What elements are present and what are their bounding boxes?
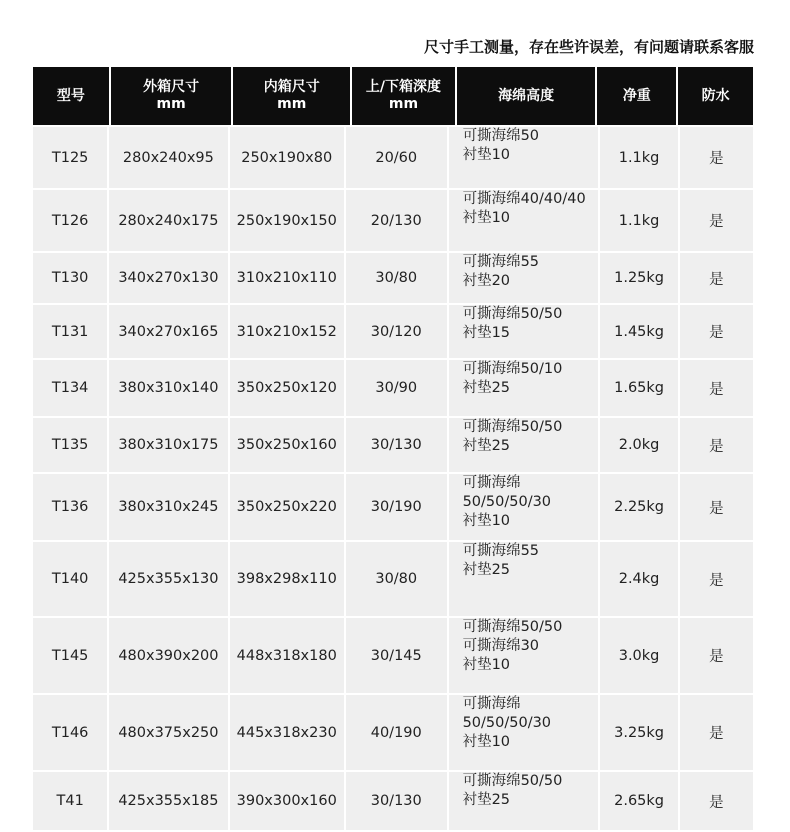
table-row (33, 695, 753, 770)
foam-line: 可撕海绵50/50 (462, 419, 563, 435)
cell-depth: 40/190 (346, 695, 447, 770)
header-model-label: 型号 (56, 87, 85, 104)
cell-inner-size: 250x190x80 (230, 127, 344, 188)
foam-line: 50/50/50/30 (462, 494, 552, 510)
header-outer-label: 外箱尺寸 (143, 79, 200, 95)
cell-waterproof: 是 (680, 618, 753, 693)
header-model (33, 67, 109, 125)
cell-outer-size: 380x310x245 (109, 474, 227, 540)
cell-depth: 30/80 (346, 253, 447, 303)
table-row (33, 542, 753, 616)
cell-waterproof: 是 (680, 127, 753, 188)
foam-line: 可撕海绵50 (462, 128, 540, 144)
cell-outer-size: 280x240x175 (109, 190, 227, 251)
table-row (33, 772, 753, 830)
header-inner-size (233, 67, 350, 125)
foam-line: 衬垫10 (462, 210, 511, 226)
cell-weight: 2.65kg (600, 772, 677, 830)
header-inner-label: 内箱尺寸 (263, 79, 320, 95)
table-body (33, 127, 753, 830)
cell-inner-size: 250x190x150 (230, 190, 344, 251)
spec-table (33, 67, 753, 830)
foam-line: 可撕海绵55 (462, 254, 540, 270)
header-depth (352, 67, 455, 125)
foam-line: 衬垫25 (462, 792, 511, 808)
table-header (33, 67, 753, 125)
cell-waterproof: 是 (680, 772, 753, 830)
header-foam-label: 海绵高度 (498, 87, 555, 104)
foam-line: 衬垫10 (462, 513, 511, 529)
cell-waterproof: 是 (680, 474, 753, 540)
cell-weight: 3.25kg (600, 695, 677, 770)
header-outer-size (111, 67, 232, 125)
cell-foam (449, 618, 599, 693)
cell-depth: 30/130 (346, 418, 447, 472)
header-weight-label: 净重 (622, 87, 651, 104)
cell-foam (449, 474, 599, 540)
table-row (33, 190, 753, 251)
cell-weight: 1.65kg (600, 360, 677, 416)
table-row (33, 127, 753, 188)
foam-line: 可撕海绵55 (462, 543, 540, 559)
cell-waterproof: 是 (680, 305, 753, 358)
header-inner-unit: mm (277, 96, 307, 112)
measurement-note: 尺寸手工测量，存在些许误差，有问题请联系客服 (423, 38, 754, 56)
table-row (33, 618, 753, 693)
cell-model: T140 (33, 542, 107, 616)
header-weight (597, 67, 676, 125)
cell-weight: 1.1kg (600, 190, 677, 251)
header-waterproof-label: 防水 (701, 87, 730, 104)
table-row (33, 360, 753, 416)
foam-line: 可撕海绵 (462, 475, 521, 491)
cell-inner-size: 445x318x230 (230, 695, 344, 770)
foam-line: 可撕海绵50/50 (462, 773, 563, 789)
cell-inner-size: 398x298x110 (230, 542, 344, 616)
cell-model: T126 (33, 190, 107, 251)
foam-line: 可撕海绵50/50 (462, 619, 563, 635)
cell-weight: 1.45kg (600, 305, 677, 358)
cell-foam (449, 772, 599, 830)
cell-foam (449, 418, 599, 472)
cell-inner-size: 310x210x110 (230, 253, 344, 303)
cell-waterproof: 是 (680, 190, 753, 251)
cell-weight: 1.25kg (600, 253, 677, 303)
cell-inner-size: 350x250x160 (230, 418, 344, 472)
table-row (33, 305, 753, 358)
cell-inner-size: 390x300x160 (230, 772, 344, 830)
cell-weight: 2.0kg (600, 418, 677, 472)
cell-inner-size: 350x250x220 (230, 474, 344, 540)
cell-foam (449, 360, 599, 416)
cell-waterproof: 是 (680, 360, 753, 416)
cell-waterproof: 是 (680, 695, 753, 770)
cell-outer-size: 480x375x250 (109, 695, 227, 770)
cell-outer-size: 425x355x130 (109, 542, 227, 616)
foam-line: 可撕海绵30 (462, 638, 540, 654)
cell-model: T41 (33, 772, 107, 830)
cell-foam (449, 127, 599, 188)
cell-foam (449, 305, 599, 358)
foam-line: 可撕海绵50/10 (462, 361, 563, 377)
cell-model: T145 (33, 618, 107, 693)
foam-line: 可撕海绵40/40/40 (462, 191, 586, 207)
cell-inner-size: 350x250x120 (230, 360, 344, 416)
cell-outer-size: 340x270x130 (109, 253, 227, 303)
foam-line: 可撕海绵50/50 (462, 306, 563, 322)
table-row (33, 474, 753, 540)
cell-depth: 20/130 (346, 190, 447, 251)
cell-depth: 30/190 (346, 474, 447, 540)
cell-foam (449, 542, 599, 616)
cell-waterproof: 是 (680, 418, 753, 472)
foam-line: 衬垫25 (462, 380, 511, 396)
foam-line: 衬垫20 (462, 273, 511, 289)
cell-model: T130 (33, 253, 107, 303)
foam-line: 50/50/50/30 (462, 715, 552, 731)
cell-inner-size: 310x210x152 (230, 305, 344, 358)
cell-depth: 30/130 (346, 772, 447, 830)
cell-depth: 20/60 (346, 127, 447, 188)
cell-outer-size: 380x310x140 (109, 360, 227, 416)
foam-line: 衬垫25 (462, 438, 511, 454)
header-depth-label: 上/下箱深度 (365, 79, 442, 95)
cell-depth: 30/145 (346, 618, 447, 693)
cell-outer-size: 480x390x200 (109, 618, 227, 693)
cell-weight: 3.0kg (600, 618, 677, 693)
cell-model: T131 (33, 305, 107, 358)
cell-model: T125 (33, 127, 107, 188)
cell-outer-size: 340x270x165 (109, 305, 227, 358)
cell-inner-size: 448x318x180 (230, 618, 344, 693)
cell-outer-size: 380x310x175 (109, 418, 227, 472)
header-outer-unit: mm (156, 96, 186, 112)
cell-waterproof: 是 (680, 542, 753, 616)
cell-waterproof: 是 (680, 253, 753, 303)
cell-weight: 2.25kg (600, 474, 677, 540)
cell-model: T136 (33, 474, 107, 540)
header-depth-unit: mm (388, 96, 419, 112)
cell-foam (449, 190, 599, 251)
cell-depth: 30/120 (346, 305, 447, 358)
foam-line: 可撕海绵 (462, 696, 521, 712)
foam-line: 衬垫25 (462, 562, 511, 578)
cell-outer-size: 280x240x95 (109, 127, 227, 188)
table-row (33, 253, 753, 303)
cell-foam (449, 695, 599, 770)
foam-line: 衬垫10 (462, 147, 511, 163)
cell-model: T134 (33, 360, 107, 416)
cell-model: T135 (33, 418, 107, 472)
cell-outer-size: 425x355x185 (109, 772, 227, 830)
header-foam (457, 67, 596, 125)
foam-line: 衬垫10 (462, 657, 511, 673)
cell-foam (449, 253, 599, 303)
cell-weight: 2.4kg (600, 542, 677, 616)
cell-weight: 1.1kg (600, 127, 677, 188)
foam-line: 衬垫10 (462, 734, 511, 750)
cell-model: T146 (33, 695, 107, 770)
table-row (33, 418, 753, 472)
cell-depth: 30/90 (346, 360, 447, 416)
foam-line: 衬垫15 (462, 325, 511, 341)
cell-depth: 30/80 (346, 542, 447, 616)
header-waterproof (678, 67, 753, 125)
